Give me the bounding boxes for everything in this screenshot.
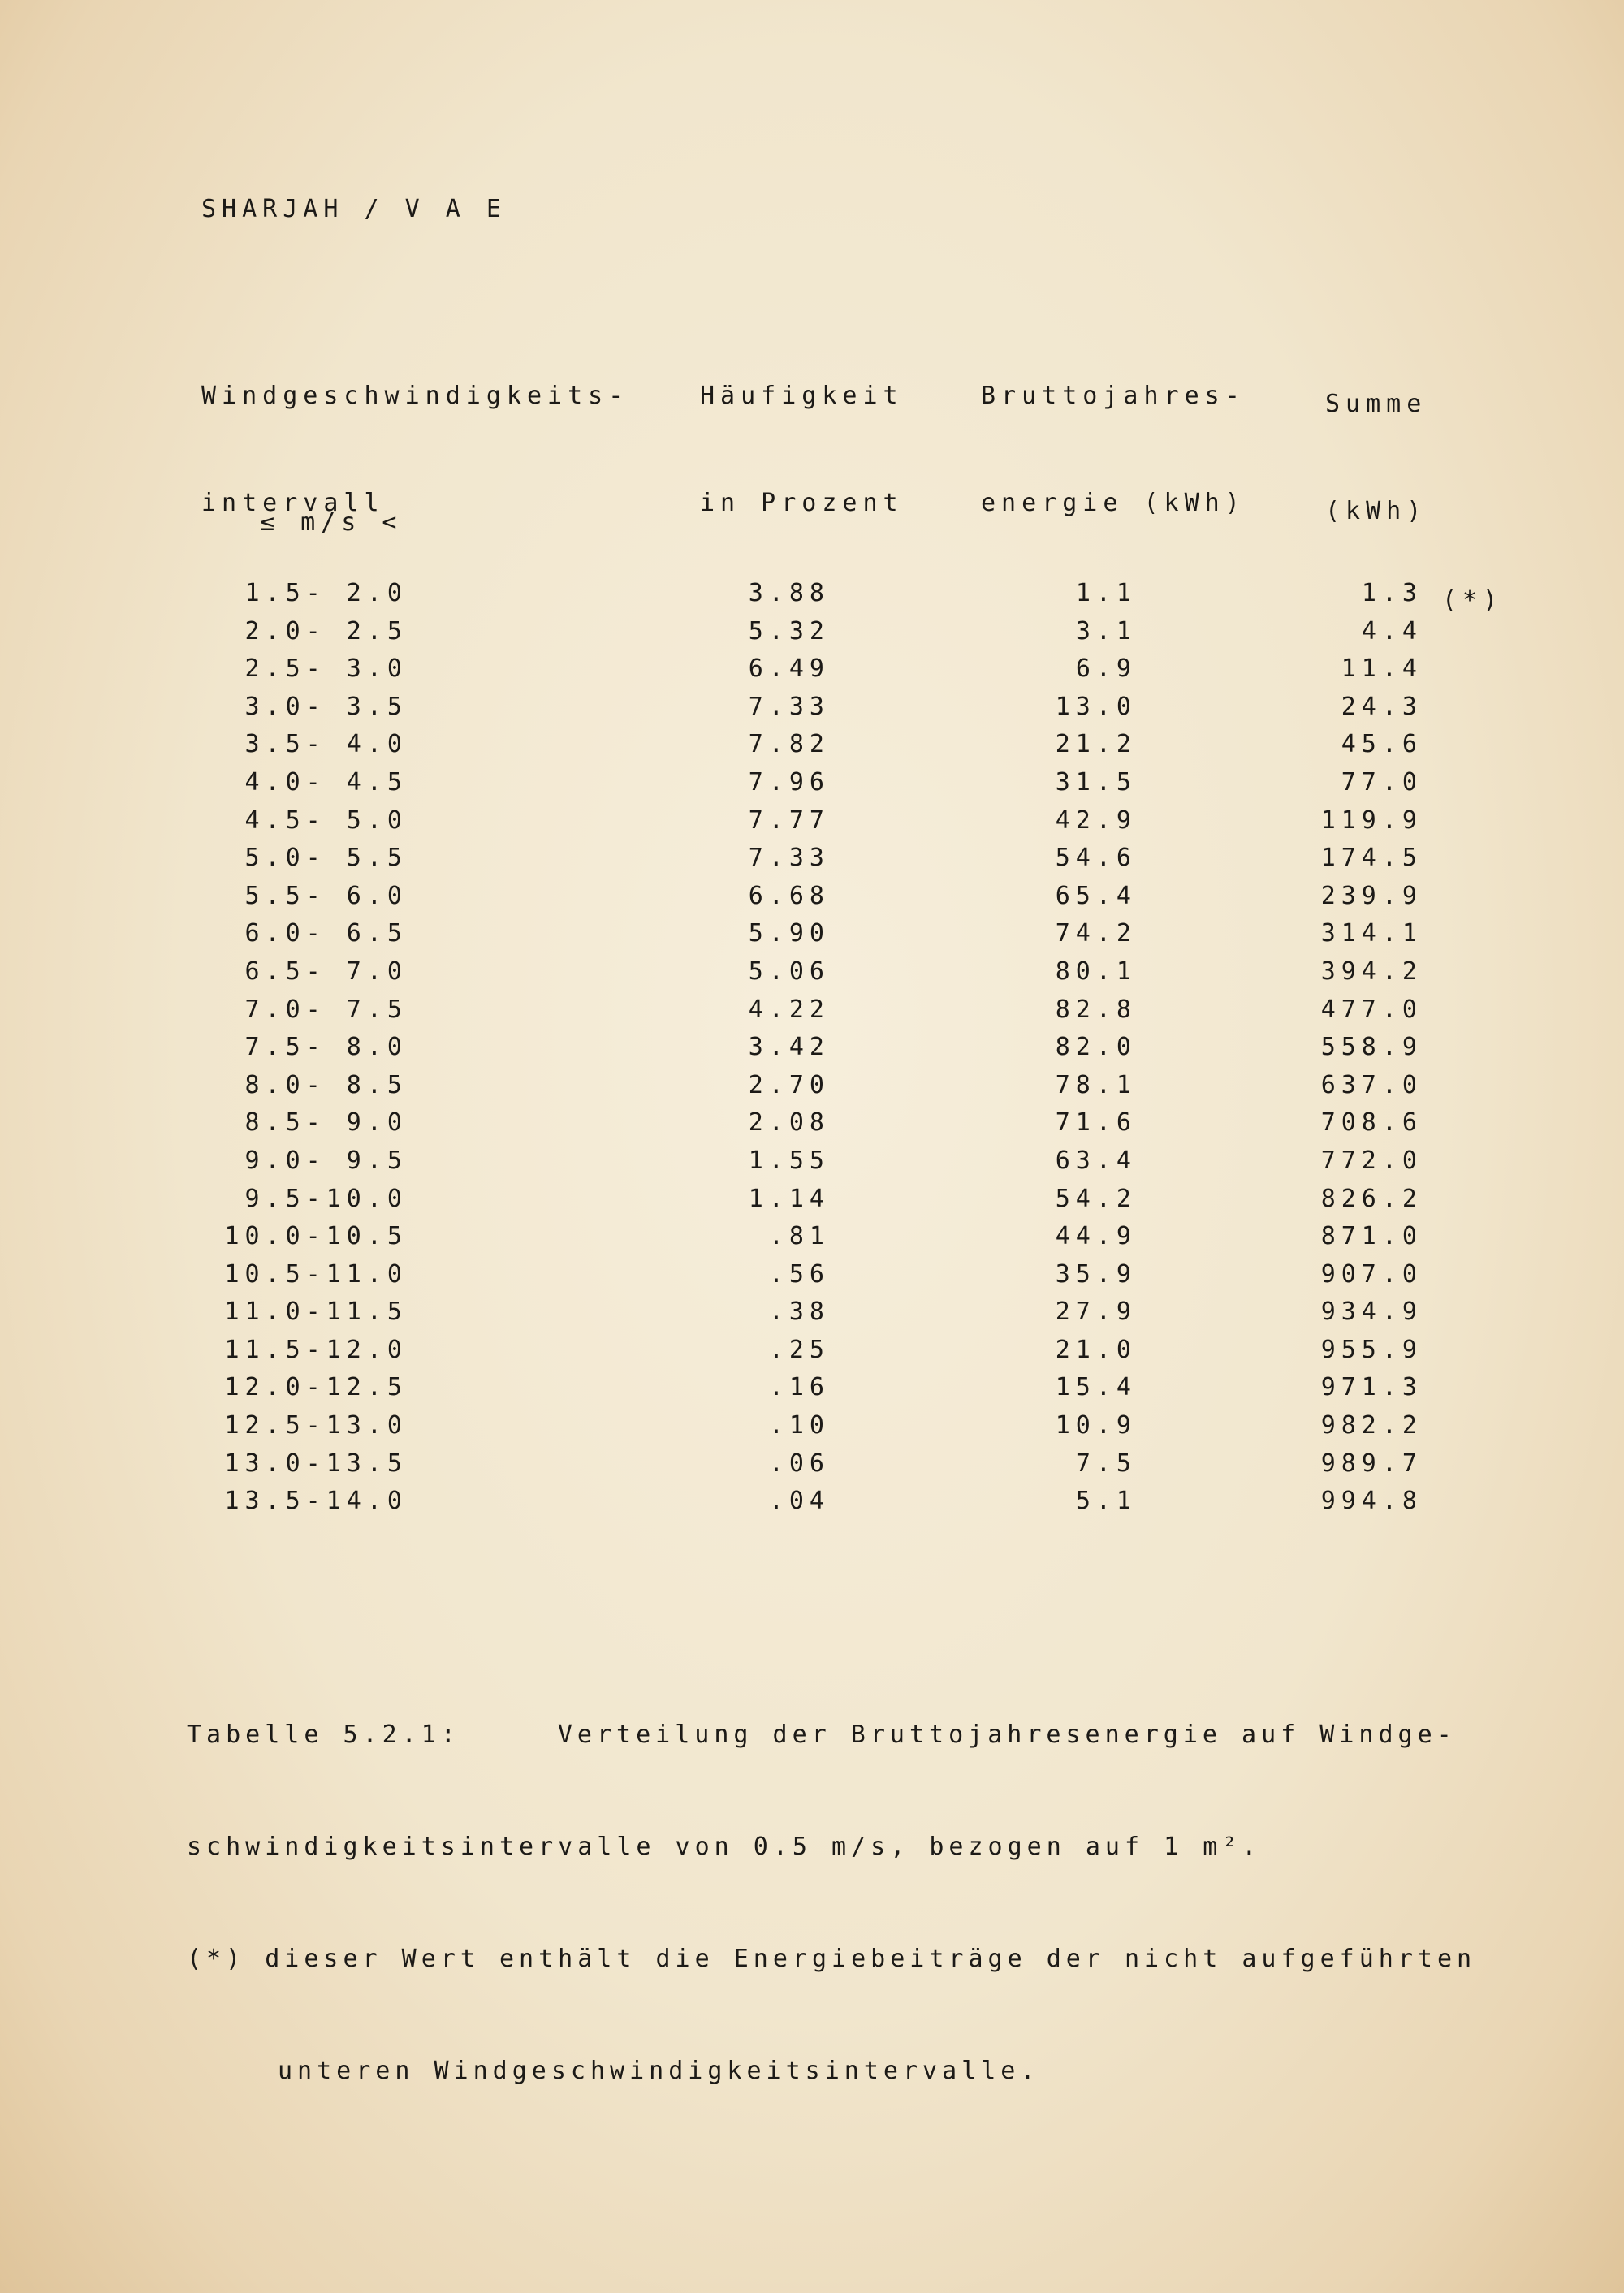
- interval-column: [195, 575, 408, 1521]
- column-header-frequency-line2: in Prozent: [700, 489, 904, 517]
- interval-cell: 7.0- 7.5: [244, 995, 408, 1024]
- sum-cell: 45.6: [1341, 730, 1423, 759]
- energy-cell: 7.5: [1075, 1449, 1137, 1478]
- energy-cell: 44.9: [1055, 1222, 1137, 1251]
- sum-cell: 826.2: [1320, 1184, 1423, 1213]
- energy-cell: 82.8: [1055, 995, 1137, 1024]
- column-header-interval-line2: intervall: [201, 489, 385, 517]
- energy-cell: 54.2: [1055, 1184, 1137, 1213]
- frequency-column: [698, 575, 830, 1521]
- frequency-cell: .16: [768, 1373, 830, 1402]
- sum-cell: 708.6: [1320, 1108, 1423, 1138]
- column-header-frequency-line1: Häufigkeit: [700, 382, 904, 410]
- energy-cell: 27.9: [1055, 1298, 1137, 1327]
- energy-cell: 65.4: [1055, 881, 1137, 910]
- sum-cell: 11.4: [1341, 654, 1423, 684]
- energy-cell: 6.9: [1075, 654, 1137, 684]
- sum-cell: 24.3: [1341, 692, 1423, 721]
- energy-cell: 74.2: [1055, 919, 1137, 948]
- frequency-cell: .38: [768, 1298, 830, 1327]
- footnote-marker: (*): [1442, 586, 1504, 615]
- sum-cell: 314.1: [1320, 919, 1423, 948]
- sum-cell: 994.8: [1320, 1487, 1423, 1516]
- interval-cell: 5.5- 6.0: [244, 881, 408, 910]
- interval-cell: 12.0-12.5: [224, 1373, 408, 1402]
- interval-cell: 4.0- 4.5: [244, 767, 408, 797]
- sum-cell: 982.2: [1320, 1411, 1423, 1440]
- interval-cell: 10.0-10.5: [224, 1222, 408, 1251]
- caption-line-1-text: Verteilung der Bruttojahresenergie auf Windge-: [557, 1721, 1457, 1749]
- column-header-sum: [1325, 315, 1427, 601]
- energy-cell: 31.5: [1055, 767, 1137, 797]
- sum-cell: 871.0: [1320, 1222, 1423, 1251]
- interval-cell: 13.5-14.0: [224, 1487, 408, 1516]
- frequency-cell: 1.14: [748, 1184, 830, 1213]
- sum-cell: 119.9: [1320, 805, 1423, 835]
- sum-cell: 907.0: [1320, 1259, 1423, 1289]
- frequency-cell: .04: [768, 1487, 830, 1516]
- interval-cell: 11.0-11.5: [224, 1298, 408, 1327]
- column-header-sum-line1: Summe: [1325, 390, 1427, 418]
- frequency-cell: .06: [768, 1449, 830, 1478]
- energy-cell: 54.6: [1055, 844, 1137, 873]
- caption-line-3: (*) dieser Wert enthält die Energiebeiträge der nicht aufgeführten: [187, 1945, 1477, 1973]
- column-header-energy-line1: Bruttojahres-: [981, 382, 1246, 410]
- frequency-cell: 4.22: [748, 995, 830, 1024]
- interval-cell: 12.5-13.0: [224, 1411, 408, 1440]
- interval-cell: 6.5- 7.0: [244, 956, 408, 986]
- frequency-cell: .81: [768, 1222, 830, 1251]
- energy-cell: 21.0: [1055, 1335, 1137, 1364]
- sum-cell: 239.9: [1320, 881, 1423, 910]
- energy-cell: 82.0: [1055, 1033, 1137, 1062]
- energy-cell: 63.4: [1055, 1146, 1137, 1175]
- frequency-cell: 7.82: [748, 730, 830, 759]
- sum-cell: 558.9: [1320, 1033, 1423, 1062]
- sum-cell: 637.0: [1320, 1070, 1423, 1099]
- interval-cell: 9.5-10.0: [244, 1184, 408, 1213]
- caption-line-4: unteren Windgeschwindigkeitsintervalle.: [278, 2057, 1040, 2085]
- frequency-cell: 7.96: [748, 767, 830, 797]
- interval-cell: 2.0- 2.5: [244, 616, 408, 646]
- interval-cell: 6.0- 6.5: [244, 919, 408, 948]
- frequency-cell: .56: [768, 1259, 830, 1289]
- sum-cell: 1.3: [1361, 579, 1423, 607]
- interval-cell: 8.5- 9.0: [244, 1108, 408, 1138]
- energy-cell: 80.1: [1055, 956, 1137, 986]
- frequency-cell: 6.68: [748, 881, 830, 910]
- sum-cell: 772.0: [1320, 1146, 1423, 1175]
- sum-cell: 934.9: [1320, 1298, 1423, 1327]
- frequency-cell: 2.70: [748, 1070, 830, 1099]
- interval-cell: 11.5-12.0: [224, 1335, 408, 1364]
- energy-cell: 21.2: [1055, 730, 1137, 759]
- interval-cell: 10.5-11.0: [224, 1259, 408, 1289]
- interval-cell: 3.0- 3.5: [244, 692, 408, 721]
- unit-row-label: ≤ m/s <: [260, 508, 403, 537]
- sum-cell: 477.0: [1320, 995, 1423, 1024]
- sum-cell: 955.9: [1320, 1335, 1423, 1364]
- sum-cell: 394.2: [1320, 956, 1423, 986]
- column-header-interval-line1: Windgeschwindigkeits-: [201, 382, 629, 410]
- energy-cell: 35.9: [1055, 1259, 1137, 1289]
- caption-label: Tabelle 5.2.1:: [187, 1721, 460, 1749]
- energy-cell: 10.9: [1055, 1411, 1137, 1440]
- column-header-frequency: [700, 307, 904, 593]
- sum-cell: 174.5: [1320, 844, 1423, 873]
- frequency-cell: .10: [768, 1411, 830, 1440]
- energy-cell: 42.9: [1055, 805, 1137, 835]
- frequency-cell: 5.06: [748, 956, 830, 986]
- caption-line-2: schwindigkeitsintervalle von 0.5 m/s, bezogen auf 1 m².: [187, 1833, 1262, 1861]
- interval-cell: 13.0-13.5: [224, 1449, 408, 1478]
- interval-cell: 1.5- 2.0: [244, 579, 408, 607]
- frequency-cell: 7.77: [748, 805, 830, 835]
- interval-cell: 7.5- 8.0: [244, 1033, 408, 1062]
- column-header-interval: [201, 307, 628, 593]
- energy-cell: 15.4: [1055, 1373, 1137, 1402]
- interval-cell: 5.0- 5.5: [244, 844, 408, 873]
- frequency-cell: 3.42: [748, 1033, 830, 1062]
- interval-cell: 9.0- 9.5: [244, 1146, 408, 1175]
- column-header-energy-line2: energie (kWh): [981, 489, 1246, 517]
- frequency-cell: 7.33: [748, 692, 830, 721]
- table-caption: [187, 1642, 1476, 2165]
- sum-cell: 4.4: [1361, 616, 1423, 646]
- column-header-energy: [981, 307, 1246, 593]
- frequency-cell: 6.49: [748, 654, 830, 684]
- sum-cell: 77.0: [1341, 767, 1423, 797]
- interval-cell: 4.5- 5.0: [244, 805, 408, 835]
- interval-cell: 8.0- 8.5: [244, 1070, 408, 1099]
- energy-column: [1007, 575, 1137, 1521]
- column-header-sum-line2: (kWh): [1325, 497, 1427, 525]
- energy-cell: 5.1: [1075, 1487, 1137, 1516]
- energy-cell: 13.0: [1055, 692, 1137, 721]
- sum-cell: 989.7: [1320, 1449, 1423, 1478]
- frequency-cell: .25: [768, 1335, 830, 1364]
- energy-cell: 3.1: [1075, 616, 1137, 646]
- energy-cell: 78.1: [1055, 1070, 1137, 1099]
- caption-line-1: [187, 1717, 1476, 1754]
- frequency-cell: 3.88: [748, 579, 830, 607]
- frequency-cell: 5.90: [748, 919, 830, 948]
- energy-cell: 1.1: [1075, 579, 1137, 607]
- sum-cell: 971.3: [1320, 1373, 1423, 1402]
- location-heading: SHARJAH / V A E: [201, 195, 507, 223]
- sum-column: [1283, 575, 1423, 1521]
- frequency-cell: 7.33: [748, 844, 830, 873]
- interval-cell: 3.5- 4.0: [244, 730, 408, 759]
- energy-cell: 71.6: [1055, 1108, 1137, 1138]
- frequency-cell: 2.08: [748, 1108, 830, 1138]
- frequency-cell: 5.32: [748, 616, 830, 646]
- frequency-cell: 1.55: [748, 1146, 830, 1175]
- interval-cell: 2.5- 3.0: [244, 654, 408, 684]
